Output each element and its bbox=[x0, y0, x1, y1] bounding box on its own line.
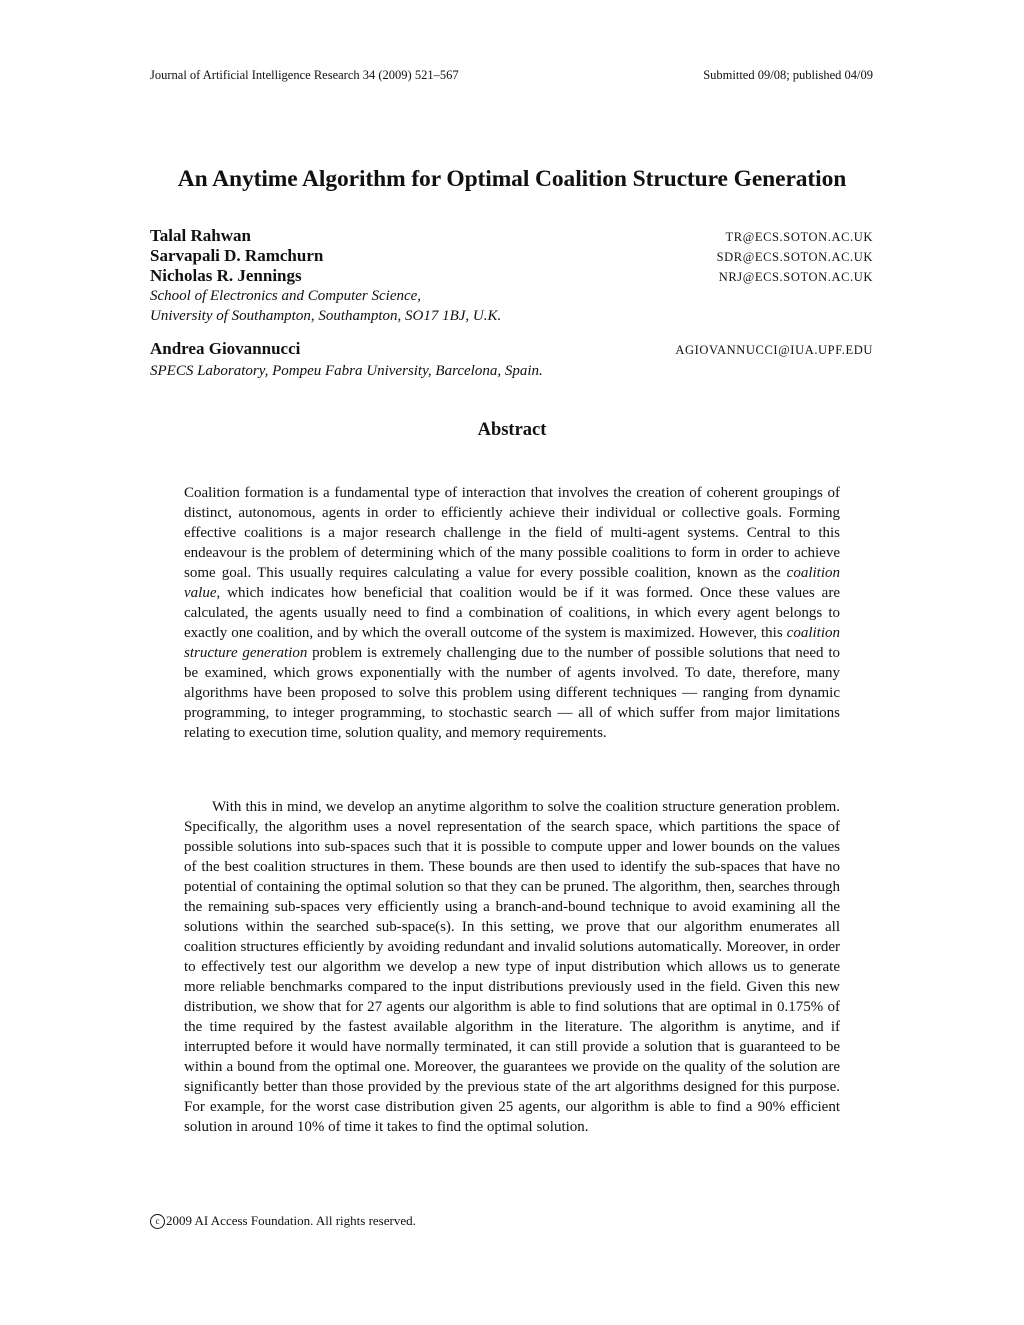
author-email[interactable]: TR@ECS.SOTON.AC.UK bbox=[725, 230, 873, 244]
author-name: Andrea Giovannucci bbox=[150, 339, 301, 358]
author-email[interactable]: NRJ@ECS.SOTON.AC.UK bbox=[718, 270, 873, 284]
copyright-notice bbox=[150, 1213, 416, 1229]
emphasis-term: coalition structure generation bbox=[184, 625, 840, 661]
emphasis-term: coalition value bbox=[184, 565, 840, 601]
abstract-paragraph-1 bbox=[184, 483, 840, 743]
author-name: Nicholas R. Jennings bbox=[150, 266, 302, 285]
copyright-text: 2009 AI Access Foundation. All rights reserved. bbox=[166, 1213, 416, 1228]
abstract-text: , which indicates how beneficial that coalition would be if it was formed. Once these values are calculated, the agents usually need to find a combination of coalitions, in which every agent belongs to exactly one coalition, and by which the overall outcome of the system is maximized. However, this bbox=[184, 585, 840, 641]
author-email[interactable]: SDR@ECS.SOTON.AC.UK bbox=[716, 250, 873, 264]
affiliation-line: SPECS Laboratory, Pompeu Fabra University, Barcelona, Spain. bbox=[150, 363, 543, 379]
journal-header: Journal of Artificial Intelligence Research 34 (2009) 521–567 bbox=[150, 68, 459, 82]
copyright-icon: c bbox=[150, 1214, 165, 1229]
author-row bbox=[150, 266, 873, 286]
author-email[interactable]: AGIOVANNUCCI@IUA.UPF.EDU bbox=[675, 343, 873, 357]
author-row bbox=[150, 246, 873, 266]
author-row bbox=[150, 226, 873, 246]
abstract-paragraph-2 bbox=[184, 797, 840, 1137]
abstract-text: problem is extremely challenging due to the number of possible solutions that need to be examined, which grows exponentially with the number of agents involved. To date, therefore, many algorithms have been proposed to solve this problem using different techniques — ranging from dynamic programming, to integer programming, to stochastic search — all of which suffer from major limitations relating to execution time, solution quality, and memory requirements. bbox=[184, 645, 840, 741]
submission-dates: Submitted 09/08; published 04/09 bbox=[703, 68, 873, 82]
abstract-text: With this in mind, we develop an anytime algorithm to solve the coalition structure generation problem. Specifically, the algorithm uses a novel representation of the search space, which partitions the space of possible solutions into sub-spaces such that it is possible to compute upper and lower bounds on the values of the best coalition structures in them. These bounds are then used to identify the sub-spaces that have no potential of containing the optimal solution so that they can be pruned. The algorithm, then, searches through the remaining sub-spaces very efficiently using a branch-and-bound technique to avoid examining all the solutions within the searched sub-space(s). In this setting, we prove that our algorithm enumerates all coalition structures efficiently by avoiding redundant and invalid solutions automatically. Moreover, in order to effectively test our algorithm we develop a new type of input distribution which allows us to generate more reliable benchmarks compared to the input distributions previously used in the field. Given this new distribution, we show that for 27 agents our algorithm is able to find solutions that are optimal in 0.175% of the time required by the fastest available algorithm in the literature. The algorithm is anytime, and if interrupted before it would have normally terminated, it can still provide a solution that is guaranteed to be within a bound from the optimal one. Moreover, the guarantees we provide on the quality of the solution are significantly better than those provided by the previous state of the art algorithms designed for this purpose. For example, for the worst case distribution given 25 agents, our algorithm is able to find a 90% efficient solution in around 10% of time it takes to find the optimal solution. bbox=[184, 799, 840, 1135]
author-name: Talal Rahwan bbox=[150, 226, 251, 245]
affiliation-line: University of Southampton, Southampton, SO17 1BJ, U.K. bbox=[150, 308, 502, 324]
author-group-1 bbox=[150, 226, 873, 326]
abstract-text: Coalition formation is a fundamental type of interaction that involves the creation of coherent groupings of distinct, autonomous, agents in order to efficiently achieve their individual or collective goals. Forming effective coalitions is a major research challenge in the field of multi-agent systems. Central to this endeavour is the problem of determining which of the many possible coalitions to form in order to achieve some goal. This usually requires calculating a value for every possible coalition, known as the bbox=[184, 485, 840, 581]
abstract-heading: Abstract bbox=[477, 420, 547, 440]
author-group-2 bbox=[150, 339, 873, 381]
affiliation-line: School of Electronics and Computer Science, bbox=[150, 288, 422, 304]
paper-title: An Anytime Algorithm for Optimal Coalition Structure Generation bbox=[177, 166, 847, 192]
author-name: Sarvapali D. Ramchurn bbox=[150, 246, 324, 265]
author-row bbox=[150, 339, 873, 359]
